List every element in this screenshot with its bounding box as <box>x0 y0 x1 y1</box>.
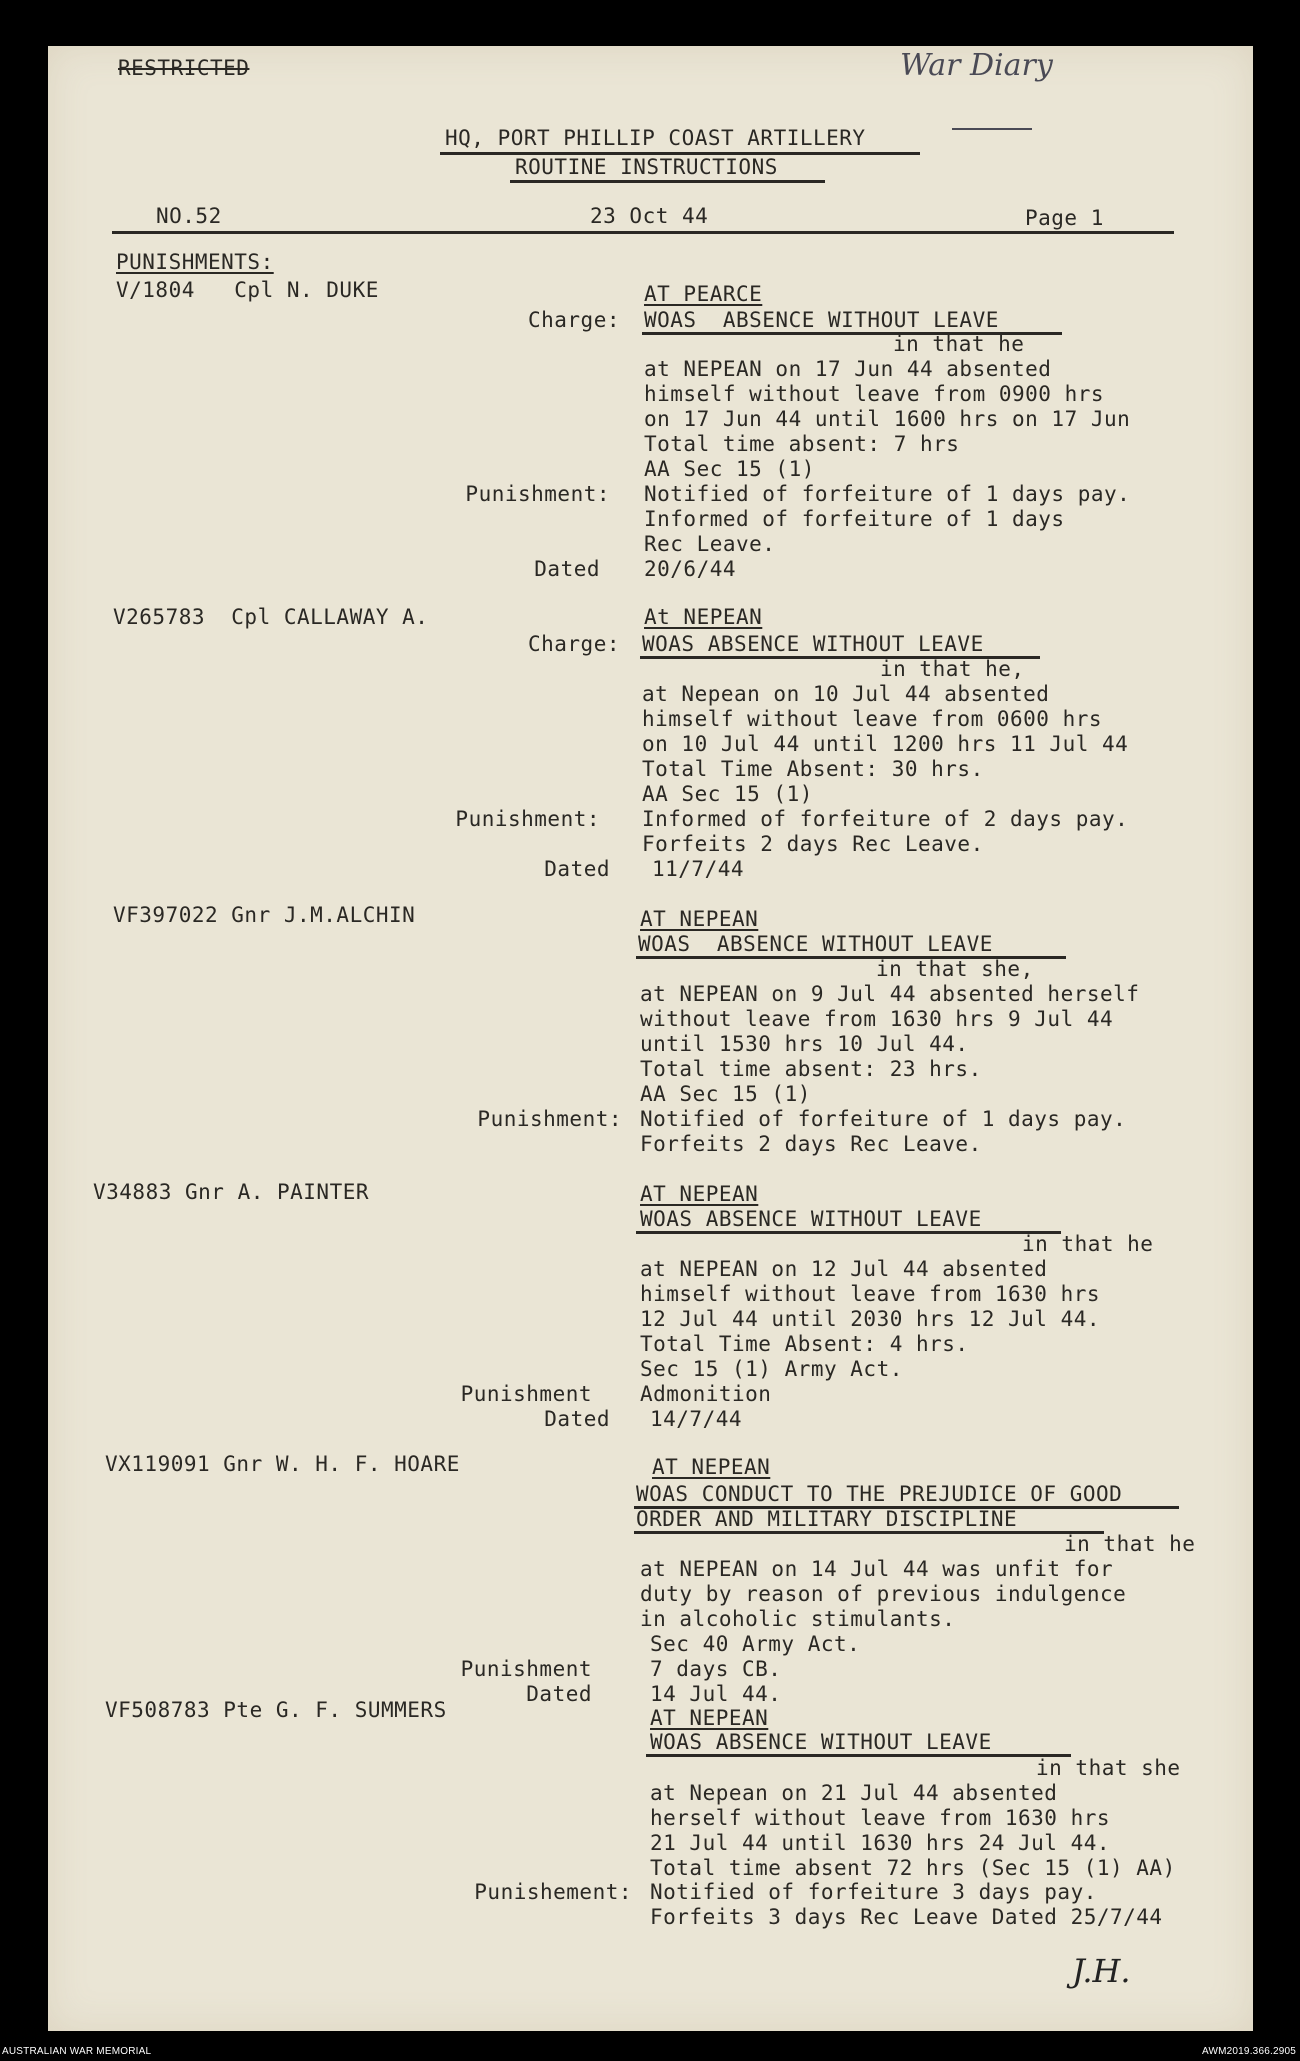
punishment-label: Punishement: <box>474 1880 632 1904</box>
punishment-line: Rec Leave. <box>644 532 776 556</box>
handwritten-note: War Diary <box>900 48 1053 83</box>
detail-line: at NEPEAN on 9 Jul 44 absented herself <box>640 982 1140 1006</box>
punishment-label: Punishment: <box>477 1107 622 1131</box>
footer-accession: AWM2019.366.2905 <box>1201 2046 1296 2057</box>
detail-line: 21 Jul 44 until 1630 hrs 24 Jul 44. <box>650 1831 1111 1855</box>
detail-line: himself without leave from 1630 hrs <box>640 1282 1101 1306</box>
soldier-name: V/1804 Cpl N. DUKE <box>116 278 379 302</box>
detail-line: duty by reason of previous indulgence <box>640 1582 1127 1606</box>
offence-underline <box>634 1531 1104 1534</box>
detail-line: at NEPEAN on 12 Jul 44 absented <box>640 1257 1048 1281</box>
instruction-number: NO.52 <box>156 204 222 228</box>
in-that-clause: in that she, <box>876 957 1034 981</box>
punishment-label: Punishment: <box>465 482 610 506</box>
entry-location: AT PEARCE <box>644 282 763 306</box>
detail-line: on 10 Jul 44 until 1200 hrs 11 Jul 44 <box>642 732 1129 756</box>
entry-offence-continued: ORDER AND MILITARY DISCIPLINE <box>636 1507 1018 1531</box>
detail-line: without leave from 1630 hrs 9 Jul 44 <box>640 1007 1114 1031</box>
detail-line: in alcoholic stimulants. <box>640 1607 956 1631</box>
punishment-line: Notified of forfeiture 3 days pay. <box>650 1880 1097 1904</box>
entry-location: At NEPEAN <box>644 605 763 629</box>
classification-stamp: RESTRICTED <box>118 56 250 80</box>
punishment-label: Punishment <box>460 1657 592 1681</box>
detail-line: at NEPEAN on 14 Jul 44 was unfit for <box>640 1557 1114 1581</box>
punishment-line: Forfeits 3 days Rec Leave Dated 25/7/44 <box>650 1905 1163 1929</box>
detail-line: Total Time Absent: 30 hrs. <box>642 757 984 781</box>
punishment-line: Informed of forfeiture of 2 days pay. <box>642 807 1129 831</box>
punishment-label: Punishment: <box>455 807 600 831</box>
instruction-date: 23 Oct 44 <box>590 204 709 228</box>
detail-line: AA Sec 15 (1) <box>640 1082 811 1106</box>
dated-label: Dated <box>544 1407 610 1431</box>
soldier-name: V34883 Gnr A. PAINTER <box>93 1180 370 1204</box>
charge-label: Charge: <box>527 308 620 332</box>
detail-line: herself without leave from 1630 hrs <box>650 1806 1111 1830</box>
punishment-label: Punishment <box>460 1382 592 1406</box>
detail-line: AA Sec 15 (1) <box>644 457 815 481</box>
footer-institution: AUSTRALIAN WAR MEMORIAL <box>2 2046 152 2057</box>
punishment-line: Informed of forfeiture of 1 days <box>644 507 1065 531</box>
entry-location: AT NEPEAN <box>652 1455 771 1479</box>
in-that-clause: in that he <box>893 332 1025 356</box>
in-that-clause: in that he <box>1064 1532 1196 1556</box>
soldier-name: VF508783 Pte G. F. SUMMERS <box>105 1698 447 1722</box>
dated-label: Dated <box>534 557 600 581</box>
entry-offence: WOAS ABSENCE WITHOUT LEAVE <box>642 632 984 656</box>
dated-value: 14 Jul 44. <box>650 1682 782 1706</box>
punishment-line: Notified of forfeiture of 1 days pay. <box>640 1107 1127 1131</box>
detail-line: himself without leave from 0600 hrs <box>642 707 1103 731</box>
entry-offence: WOAS CONDUCT TO THE PREJUDICE OF GOOD <box>636 1482 1123 1506</box>
detail-line: until 1530 hrs 10 Jul 44. <box>640 1032 969 1056</box>
detail-line: himself without leave from 0900 hrs <box>644 382 1105 406</box>
dated-label: Dated <box>544 857 610 881</box>
punishment-line: 7 days CB. <box>650 1657 782 1681</box>
dated-value: 11/7/44 <box>652 857 745 881</box>
soldier-name: VX119091 Gnr W. H. F. HOARE <box>105 1452 460 1476</box>
detail-line: Total Time Absent: 4 hrs. <box>640 1332 969 1356</box>
entry-location: AT NEPEAN <box>650 1706 769 1730</box>
soldier-name: VF397022 Gnr J.M.ALCHIN <box>113 903 416 927</box>
detail-line: at Nepean on 21 Jul 44 absented <box>650 1781 1058 1805</box>
dated-value: 14/7/44 <box>650 1407 743 1431</box>
entry-offence: WOAS ABSENCE WITHOUT LEAVE <box>638 932 993 956</box>
offence-underline <box>646 1754 1071 1757</box>
section-heading: PUNISHMENTS: <box>116 250 274 274</box>
document-title: HQ, PORT PHILLIP COAST ARTILLERY <box>445 126 866 150</box>
punishment-line: Forfeits 2 days Rec Leave. <box>640 1132 982 1156</box>
entry-location: AT NEPEAN <box>640 907 759 931</box>
detail-line: AA Sec 15 (1) <box>642 782 813 806</box>
subtitle-underline <box>510 180 825 183</box>
soldier-name: V265783 Cpl CALLAWAY A. <box>113 605 429 629</box>
dated-label: Dated <box>526 1682 592 1706</box>
detail-line: at Nepean on 10 Jul 44 absented <box>642 682 1050 706</box>
handwritten-underline <box>952 128 1032 130</box>
document-subtitle: ROUTINE INSTRUCTIONS <box>515 155 778 179</box>
punishment-line: Notified of forfeiture of 1 days pay. <box>644 482 1131 506</box>
entry-offence: WOAS ABSENCE WITHOUT LEAVE <box>644 308 999 332</box>
detail-line: at NEPEAN on 17 Jun 44 absented <box>644 357 1052 381</box>
entry-offence: WOAS ABSENCE WITHOUT LEAVE <box>640 1207 982 1231</box>
detail-line: 12 Jul 44 until 2030 hrs 12 Jul 44. <box>640 1307 1101 1331</box>
punishment-line: Admonition <box>640 1382 772 1406</box>
in-that-clause: in that she <box>1036 1756 1181 1780</box>
detail-line: Total time absent 72 hrs (Sec 15 (1) AA) <box>650 1856 1176 1880</box>
in-that-clause: in that he <box>1022 1232 1154 1256</box>
detail-line: Sec 15 (1) Army Act. <box>640 1357 903 1381</box>
charge-label: Charge: <box>527 632 620 656</box>
in-that-clause: in that he, <box>880 657 1025 681</box>
signature: J.H. <box>1072 1952 1131 1990</box>
dated-value: 20/6/44 <box>644 557 737 581</box>
detail-line: Total time absent: 7 hrs <box>644 432 960 456</box>
header-rule <box>112 231 1174 234</box>
entry-location: AT NEPEAN <box>640 1182 759 1206</box>
offence-underline <box>636 1231 1061 1234</box>
detail-line: Sec 40 Army Act. <box>650 1632 861 1656</box>
detail-line: Total time absent: 23 hrs. <box>640 1057 982 1081</box>
punishment-line: Forfeits 2 days Rec Leave. <box>642 832 984 856</box>
entry-offence: WOAS ABSENCE WITHOUT LEAVE <box>650 1730 992 1754</box>
page-number: Page 1 <box>1025 206 1104 230</box>
detail-line: on 17 Jun 44 until 1600 hrs on 17 Jun <box>644 407 1131 431</box>
